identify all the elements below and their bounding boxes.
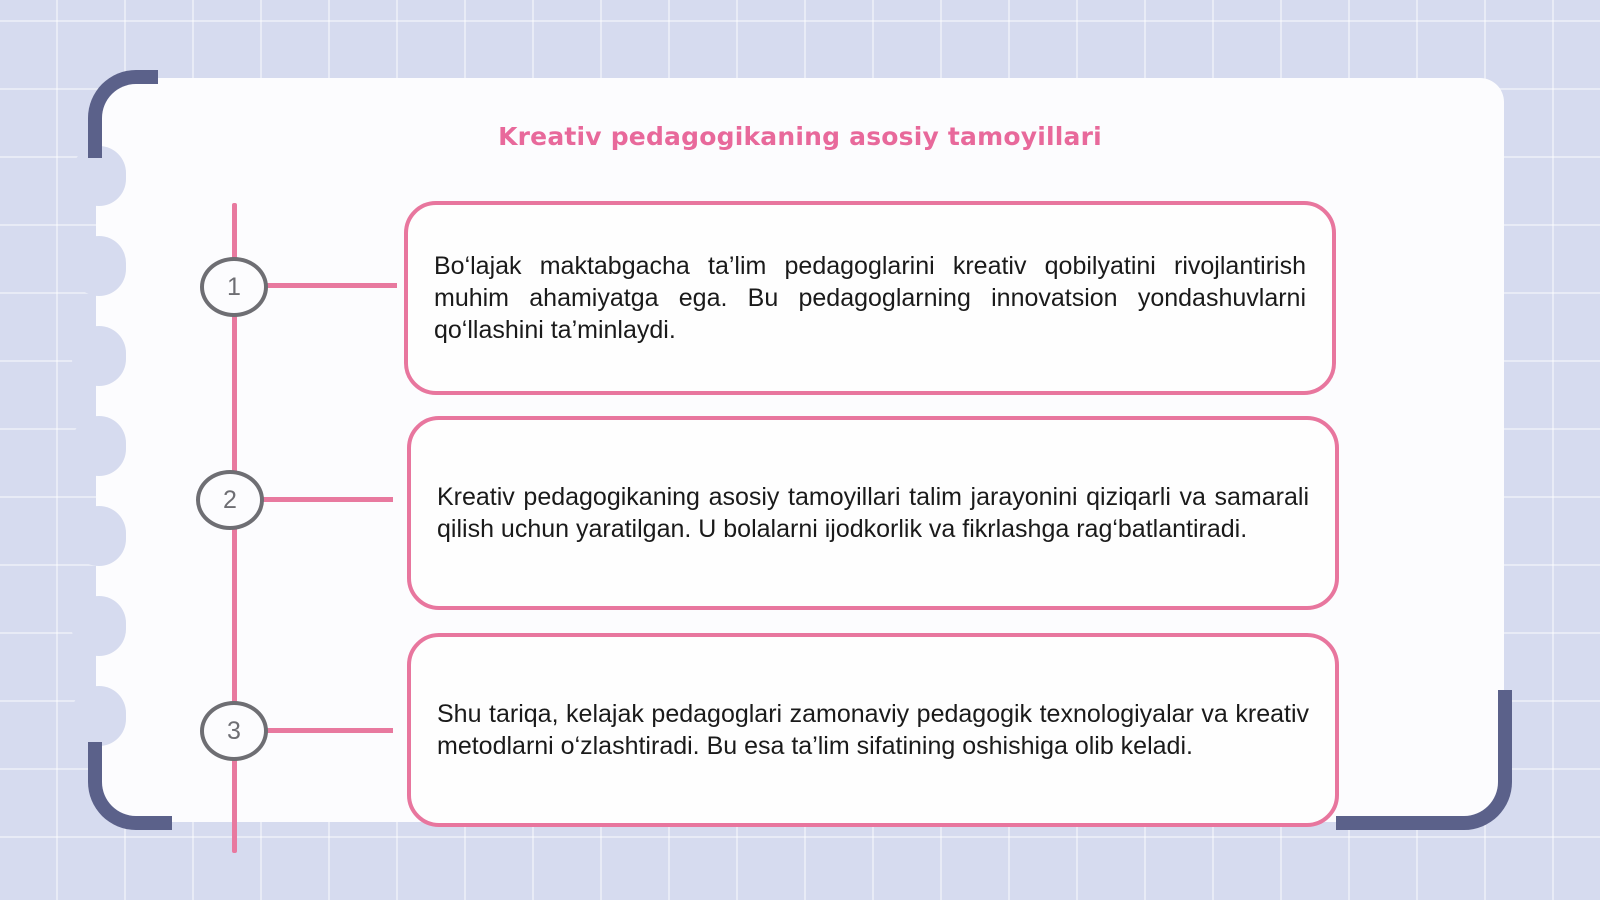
frame-corner-bottom-left (88, 742, 172, 830)
step-marker-2 (196, 470, 264, 530)
principle-text: Bo‘lajak maktabgacha ta’lim pedagoglarini kreativ qobilyatini rivojlantirish muhim ahamiyatga ega. Bu pedagoglarning innovatsion yondashuvlarni qo‘llashini ta’minlaydi. (434, 252, 1306, 344)
paper-notch (72, 236, 126, 296)
step-number: 1 (227, 272, 241, 301)
paper-notch (72, 686, 126, 746)
step-marker-3 (200, 701, 268, 761)
step-marker-1 (200, 257, 268, 317)
step-number: 3 (227, 716, 241, 745)
principle-text: Shu tariqa, kelajak pedagoglari zamonaviy pedagogik texnologiyalar va kreativ metodlarni o‘zlashtiradi. Bu esa ta’lim sifatining oshishiga olib keladi. (437, 700, 1309, 760)
principle-card-1 (404, 201, 1336, 395)
slide-title: Kreativ pedagogikaning asosiy tamoyillari (498, 122, 1102, 151)
paper-notch (72, 506, 126, 566)
timeline-connector (258, 497, 393, 502)
principle-card-3 (407, 633, 1339, 827)
step-number: 2 (223, 485, 237, 514)
frame-corner-bottom-right (1336, 690, 1512, 830)
paper-notch (72, 596, 126, 656)
timeline-connector (262, 728, 393, 733)
principle-card-2 (407, 416, 1339, 610)
paper-notch (72, 416, 126, 476)
paper-notch (72, 326, 126, 386)
principle-text: Kreativ pedagogikaning asosiy tamoyillari talim jarayonini qiziqarli va samarali qilish uchun yaratilgan. U bolalarni ijodkorlik va fikrlashga rag‘batlantiradi. (437, 483, 1309, 543)
timeline-connector (262, 283, 397, 288)
